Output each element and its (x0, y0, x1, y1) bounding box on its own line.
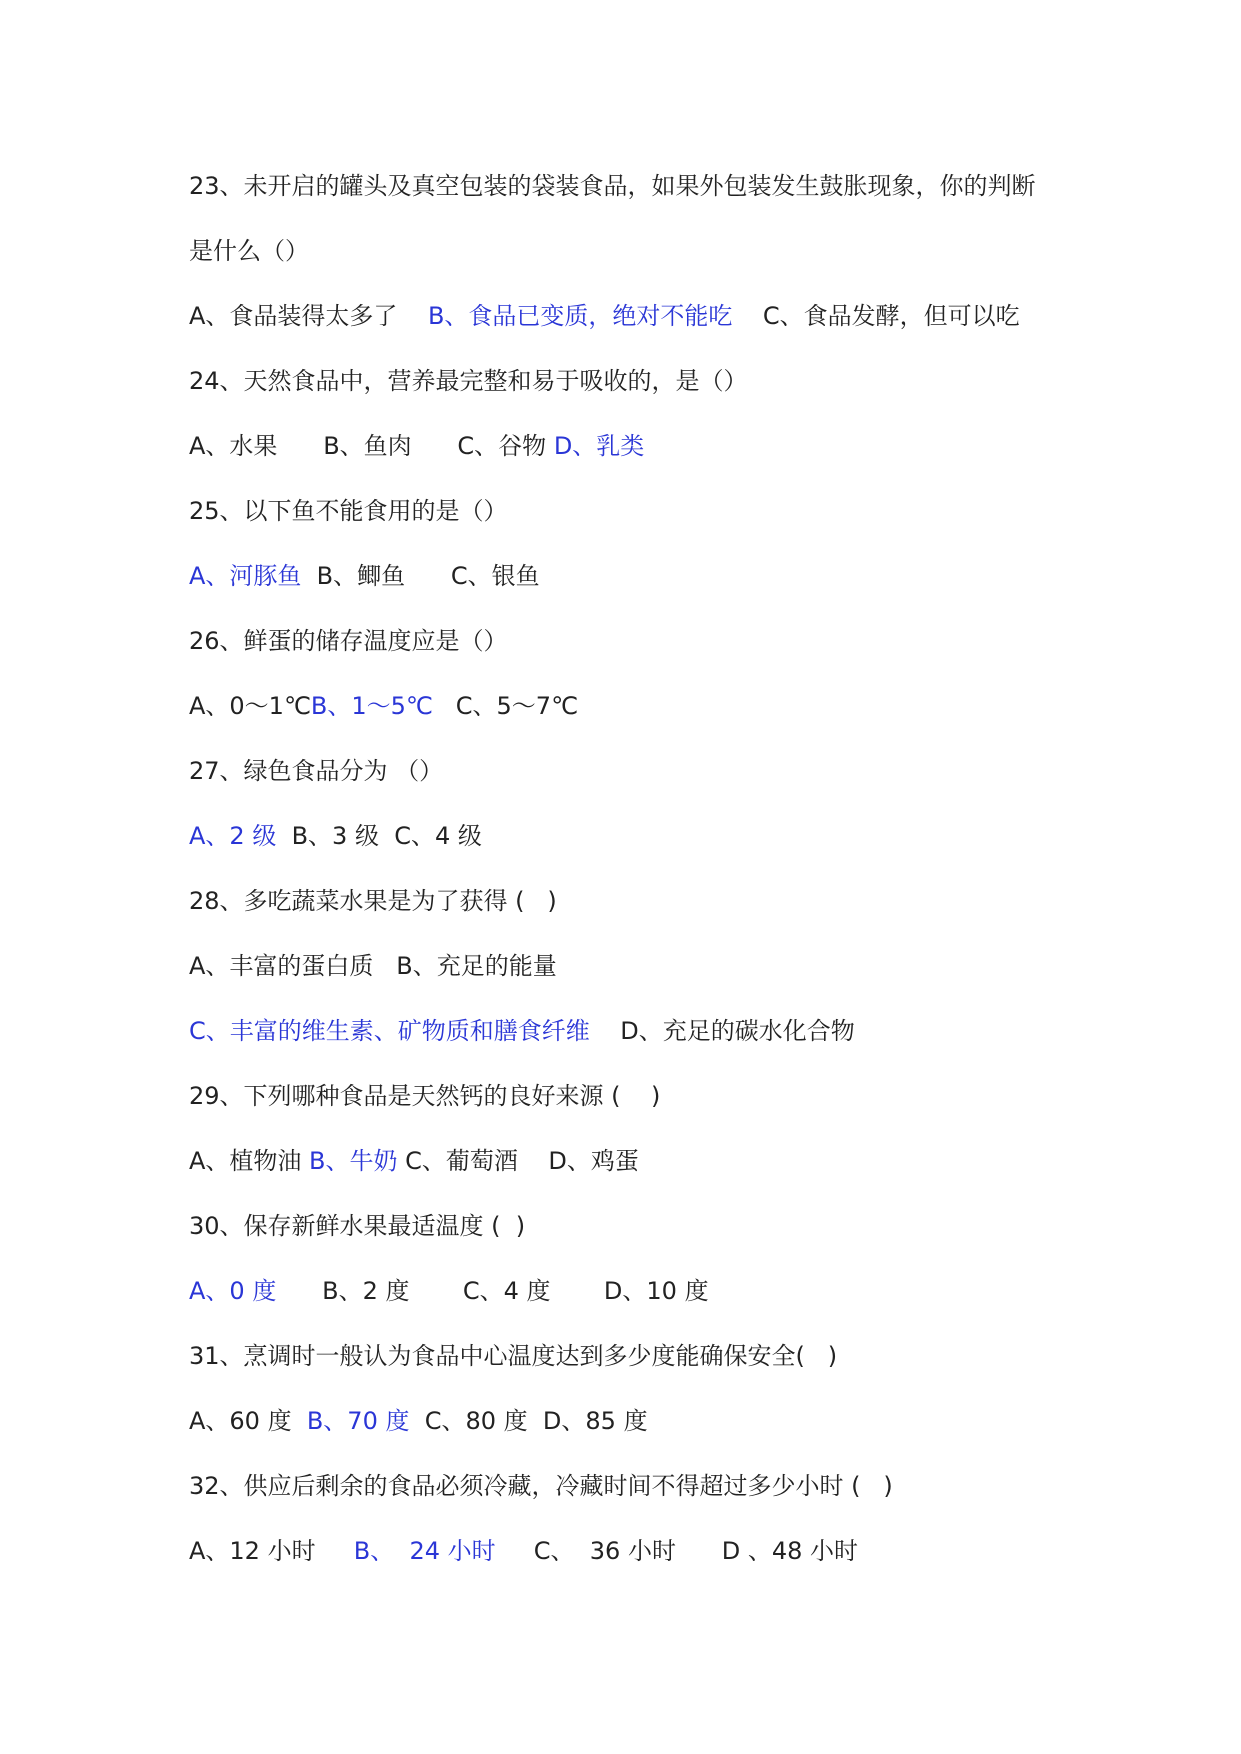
line-text: 25、以下鱼不能食用的是（） (189, 497, 508, 525)
line-text: A、12 小时 (189, 1537, 354, 1565)
line-text: A、水果 B、鱼肉 C、谷物 (189, 432, 554, 460)
question-line (189, 1324, 1069, 1389)
line-text: C、葡萄酒 D、鸡蛋 (397, 1147, 639, 1175)
line-text: 24、天然食品中，营养最完整和易于吸收的，是（） (189, 367, 748, 395)
line-text: 是什么（） (189, 237, 309, 265)
line-text: A、丰富的蛋白质 B、充足的能量 (189, 952, 557, 980)
line-text: C、食品发酵，但可以吃 (732, 302, 1020, 330)
line-text: 23、未开启的罐头及真空包装的袋装食品，如果外包装发生鼓胀现象，你的判断 (189, 172, 1036, 200)
line-text: C、80 度 D、85 度 (409, 1407, 648, 1435)
options-line (189, 999, 1069, 1064)
line-text: 30、保存新鲜水果最适温度 ( ) (189, 1212, 526, 1240)
line-text: C、5～7℃ (432, 692, 579, 720)
options-line (189, 1129, 1069, 1194)
question-line (189, 1454, 1069, 1519)
line-text: 28、多吃蔬菜水果是为了获得 ( ) (189, 887, 557, 915)
options-line (189, 1259, 1069, 1324)
correct-answer-text: A、河豚鱼 (189, 562, 302, 590)
line-text: B、3 级 C、4 级 (276, 822, 482, 850)
line-text: 32、供应后剩余的食品必须冷藏，冷藏时间不得超过多少小时 ( ) (189, 1472, 893, 1500)
options-line (189, 284, 1069, 349)
question-line (189, 349, 1069, 414)
correct-answer-text: A、0 度 (189, 1277, 277, 1305)
question-list (189, 154, 1069, 1584)
line-text: B、2 度 C、4 度 D、10 度 (276, 1277, 709, 1305)
correct-answer-text: B、 24 小时 (353, 1537, 496, 1565)
line-text: C、 36 小时 D 、48 小时 (495, 1537, 859, 1565)
correct-answer-text: B、牛奶 (309, 1147, 398, 1175)
line-text: 31、烹调时一般认为食品中心温度达到多少度能确保安全( ) (189, 1342, 838, 1370)
correct-answer-text: B、1～5℃ (310, 692, 433, 720)
correct-answer-text: C、丰富的维生素、矿物质和膳食纤维 (189, 1017, 590, 1045)
question-line (189, 869, 1069, 934)
correct-answer-text: D、乳类 (553, 432, 645, 460)
question-line (189, 1194, 1069, 1259)
options-line (189, 1519, 1069, 1584)
line-text: D、充足的碳水化合物 (589, 1017, 855, 1045)
line-text: A、0～1℃ (189, 692, 311, 720)
options-line (189, 414, 1069, 479)
line-text: A、植物油 (189, 1147, 310, 1175)
options-line (189, 934, 1069, 999)
options-line (189, 674, 1069, 739)
correct-answer-text: A、2 级 (189, 822, 277, 850)
question-line (189, 154, 1069, 219)
question-line (189, 1064, 1069, 1129)
line-text: 29、下列哪种食品是天然钙的良好来源 ( ) (189, 1082, 661, 1110)
options-line (189, 1389, 1069, 1454)
line-text: A、60 度 (189, 1407, 307, 1435)
line-text: B、鲫鱼 C、银鱼 (301, 562, 540, 590)
line-text: 27、绿色食品分为 （） (189, 757, 444, 785)
question-line (189, 219, 1069, 284)
line-text: 26、鲜蛋的储存温度应是（） (189, 627, 508, 655)
correct-answer-text: B、食品已变质，绝对不能吃 (427, 302, 733, 330)
question-line (189, 609, 1069, 674)
line-text: A、食品装得太多了 (189, 302, 428, 330)
options-line (189, 804, 1069, 869)
question-line (189, 739, 1069, 804)
options-line (189, 544, 1069, 609)
question-line (189, 479, 1069, 544)
correct-answer-text: B、70 度 (306, 1407, 410, 1435)
